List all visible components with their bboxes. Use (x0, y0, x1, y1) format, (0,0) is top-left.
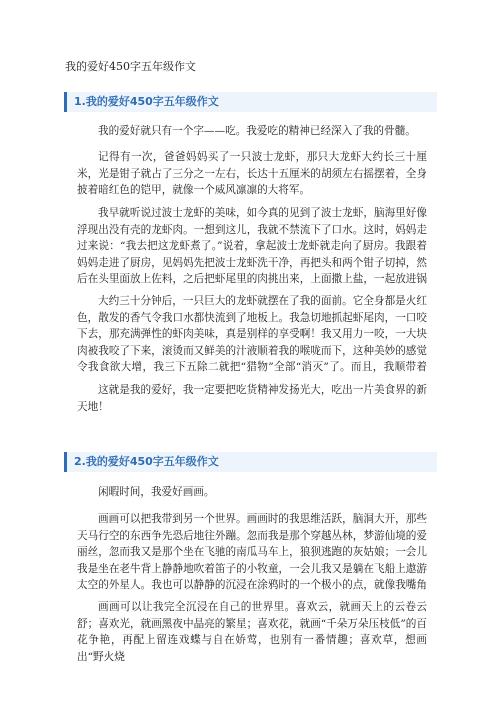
paragraph: 记得有一次，爸爸妈妈买了一只波士龙虾，那只大龙虾大约长三十厘米，光是钳子就占了三分之一左右，长达十五厘米的胡须左右摇摆着，全身披着暗红色的铠甲，就像一个威风凛凛的大将军。 (77, 151, 427, 196)
section-1-heading-text: 1.我的爱好450字五年级作文 (74, 95, 219, 108)
section-2-heading (64, 452, 437, 472)
document-title: 我的爱好450字五年级作文 (65, 60, 196, 73)
paragraph: 这就是我的爱好，我一定要把吃货精神发扬光大，吃出一片美食界的新天地！ (77, 384, 427, 413)
paragraph: 我的爱好就只有一个字——吃。我爱吃的精神已经深入了我的骨髓。 (98, 125, 416, 137)
paragraph: 大约三十分钟后，一只巨大的龙虾就摆在了我的面前。它全身都是火红色，散发的香气令我口水都快流到了地板上。我急切地抓起虾尾肉，一口咬下去，那充满弹性的虾肉美味，真是别样的享受啊！我又用力一咬，一大块肉被我咬了下来，滚烫而又鲜美的汁液顺着我的喉咙而下，这种美妙的感觉令我食欲大增，我三下五除二就把“猎物”全部“消灭”了。而且，我顺带着 (77, 295, 427, 373)
paragraph: 画画可以把我带到另一个世界。画画时的我思维活跃，脑洞大开，那些天马行空的东西争先恐后地往外蹦。忽而我是那个穿越丛林，梦游仙境的爱丽丝，忽而我又是那个坐在飞驰的南瓜马车上，狼狈逃跑的灰姑娘；一会儿我是坐在老牛背上静静地吹着笛子的小牧童，一会儿我又是躺在飞船上遨游太空的外星人。我也可以静静的沉浸在涂鸦时的一个极小的点，就像我嘴角 (77, 513, 427, 591)
section-2-heading-text: 2.我的爱好450字五年级作文 (74, 455, 219, 468)
section-1-heading (64, 92, 437, 112)
paragraph: 闲暇时间，我爱好画画。 (98, 486, 215, 498)
paragraph: 画画可以让我完全沉浸在自己的世界里。喜欢云，就画天上的云卷云舒；喜欢光，就画黑夜中晶亮的繁星；喜欢花，就画“千朵万朵压枝低”的百花争艳，再配上留连戏蝶与自在娇莺，也别有一番情趣；喜欢草，想画出“野火烧 (77, 601, 427, 663)
paragraph: 我早就听说过波士龙虾的美味，如今真的见到了波士龙虾，脑海里好像浮现出没有壳的龙虾肉。一想到这儿，我就不禁流下了口水。这时，妈妈走过来说：“我去把这龙虾煮了。”说着，拿起波士龙虾就走向了厨房。我跟着妈妈走进了厨房，见妈妈先把波士龙虾洗干净，再把头和两个钳子切掉，然后在头里面放上佐料，之后把虾尾里的肉挑出来，上面撒上盐，一起放进锅 (77, 207, 427, 285)
